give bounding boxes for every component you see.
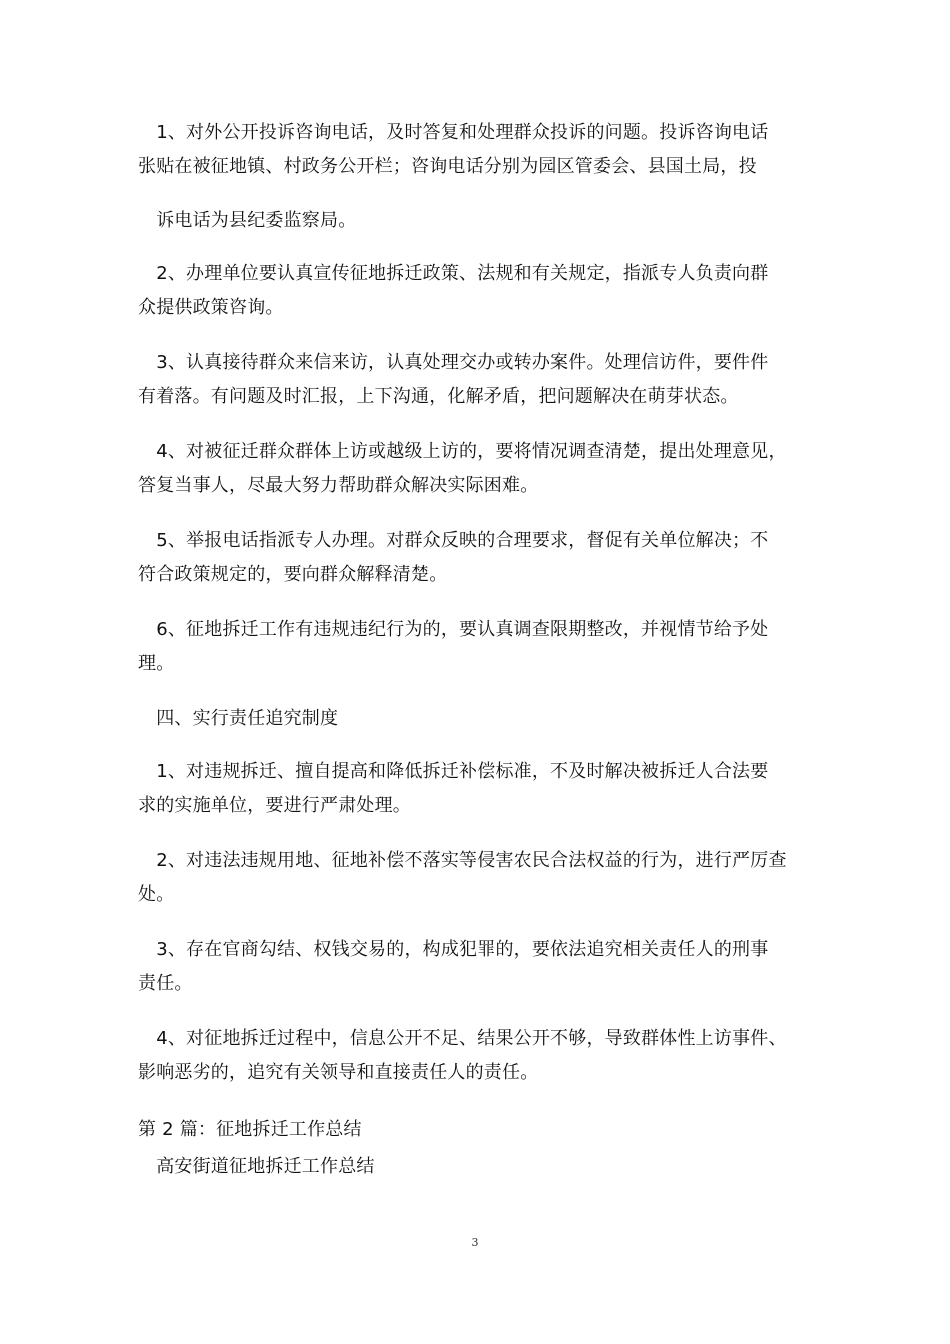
text-line: 第 2 篇：征地拆迁工作总结 [138,1119,362,1140]
text-line: 影响恶劣的，追究有关领导和直接责任人的责任。 [138,1062,539,1083]
text-line: 3、存在官商勾结、权钱交易的，构成犯罪的，要依法追究相关责任人的刑事 [138,939,769,960]
text-line: 2、办理单位要认真宣传征地拆迁政策、法规和有关规定，指派专人负责向群 [138,263,769,284]
text-line: 处。 [138,884,175,905]
text-line: 高安街道征地拆迁工作总结 [138,1156,375,1177]
text-line: 张贴在被征地镇、村政务公开栏；咨询电话分别为园区管委会、县国土局，投 [138,156,757,177]
paragraph-policy-promotion [138,257,828,325]
paragraph-group-petition [138,435,828,503]
section-heading-accountability [138,702,828,736]
paragraph-criminal-liability [138,933,828,1001]
paragraph-illegal-demolition [138,755,828,823]
text-line: 四、实行责任追究制度 [138,708,339,729]
text-line: 答复当事人，尽最大努力帮助群众解决实际困难。 [138,475,539,496]
article-subtitle [138,1150,828,1184]
text-line: 1、对外公开投诉咨询电话，及时答复和处理群众投诉的问题。投诉咨询电话 [138,122,769,143]
text-line: 符合政策规定的，要向群众解释清楚。 [138,564,448,585]
paragraph-complaint-hotline [138,116,828,184]
text-line: 求的实施单位，要进行严肃处理。 [138,795,411,816]
text-line: 诉电话为县纪委监察局。 [138,210,357,231]
text-line: 4、对被征迁群众群体上访或越级上访的，要将情况调查清楚，提出处理意见， [138,441,787,462]
text-line: 4、对征地拆迁过程中，信息公开不足、结果公开不够，导致群体性上访事件、 [138,1028,787,1049]
paragraph-information-disclosure [138,1022,828,1090]
paragraph-illegal-land-use [138,844,828,912]
text-line: 理。 [138,653,175,674]
text-line: 3、认真接待群众来信来访，认真处理交办或转办案件。处理信访件，要件件 [138,352,769,373]
page-number: 3 [471,1236,479,1249]
article-heading [138,1113,828,1147]
text-line: 众提供政策咨询。 [138,297,284,318]
text-line: 有着落。有问题及时汇报，上下沟通，化解矛盾，把问题解决在萌芽状态。 [138,386,739,407]
paragraph-violation-rectification [138,613,828,681]
text-line: 1、对违规拆迁、擅自提高和降低拆迁补偿标准，不及时解决被拆迁人合法要 [138,761,769,782]
paragraph-discipline-bureau [138,204,828,238]
text-line: 5、举报电话指派专人办理。对群众反映的合理要求，督促有关单位解决；不 [138,530,769,551]
text-line: 责任。 [138,973,193,994]
paragraph-petition-handling [138,346,828,414]
text-line: 2、对违法违规用地、征地补偿不落实等侵害农民合法权益的行为，进行严厉查 [138,850,787,871]
paragraph-report-hotline [138,524,828,592]
text-line: 6、征地拆迁工作有违规违纪行为的，要认真调查限期整改，并视情节给予处 [138,619,769,640]
